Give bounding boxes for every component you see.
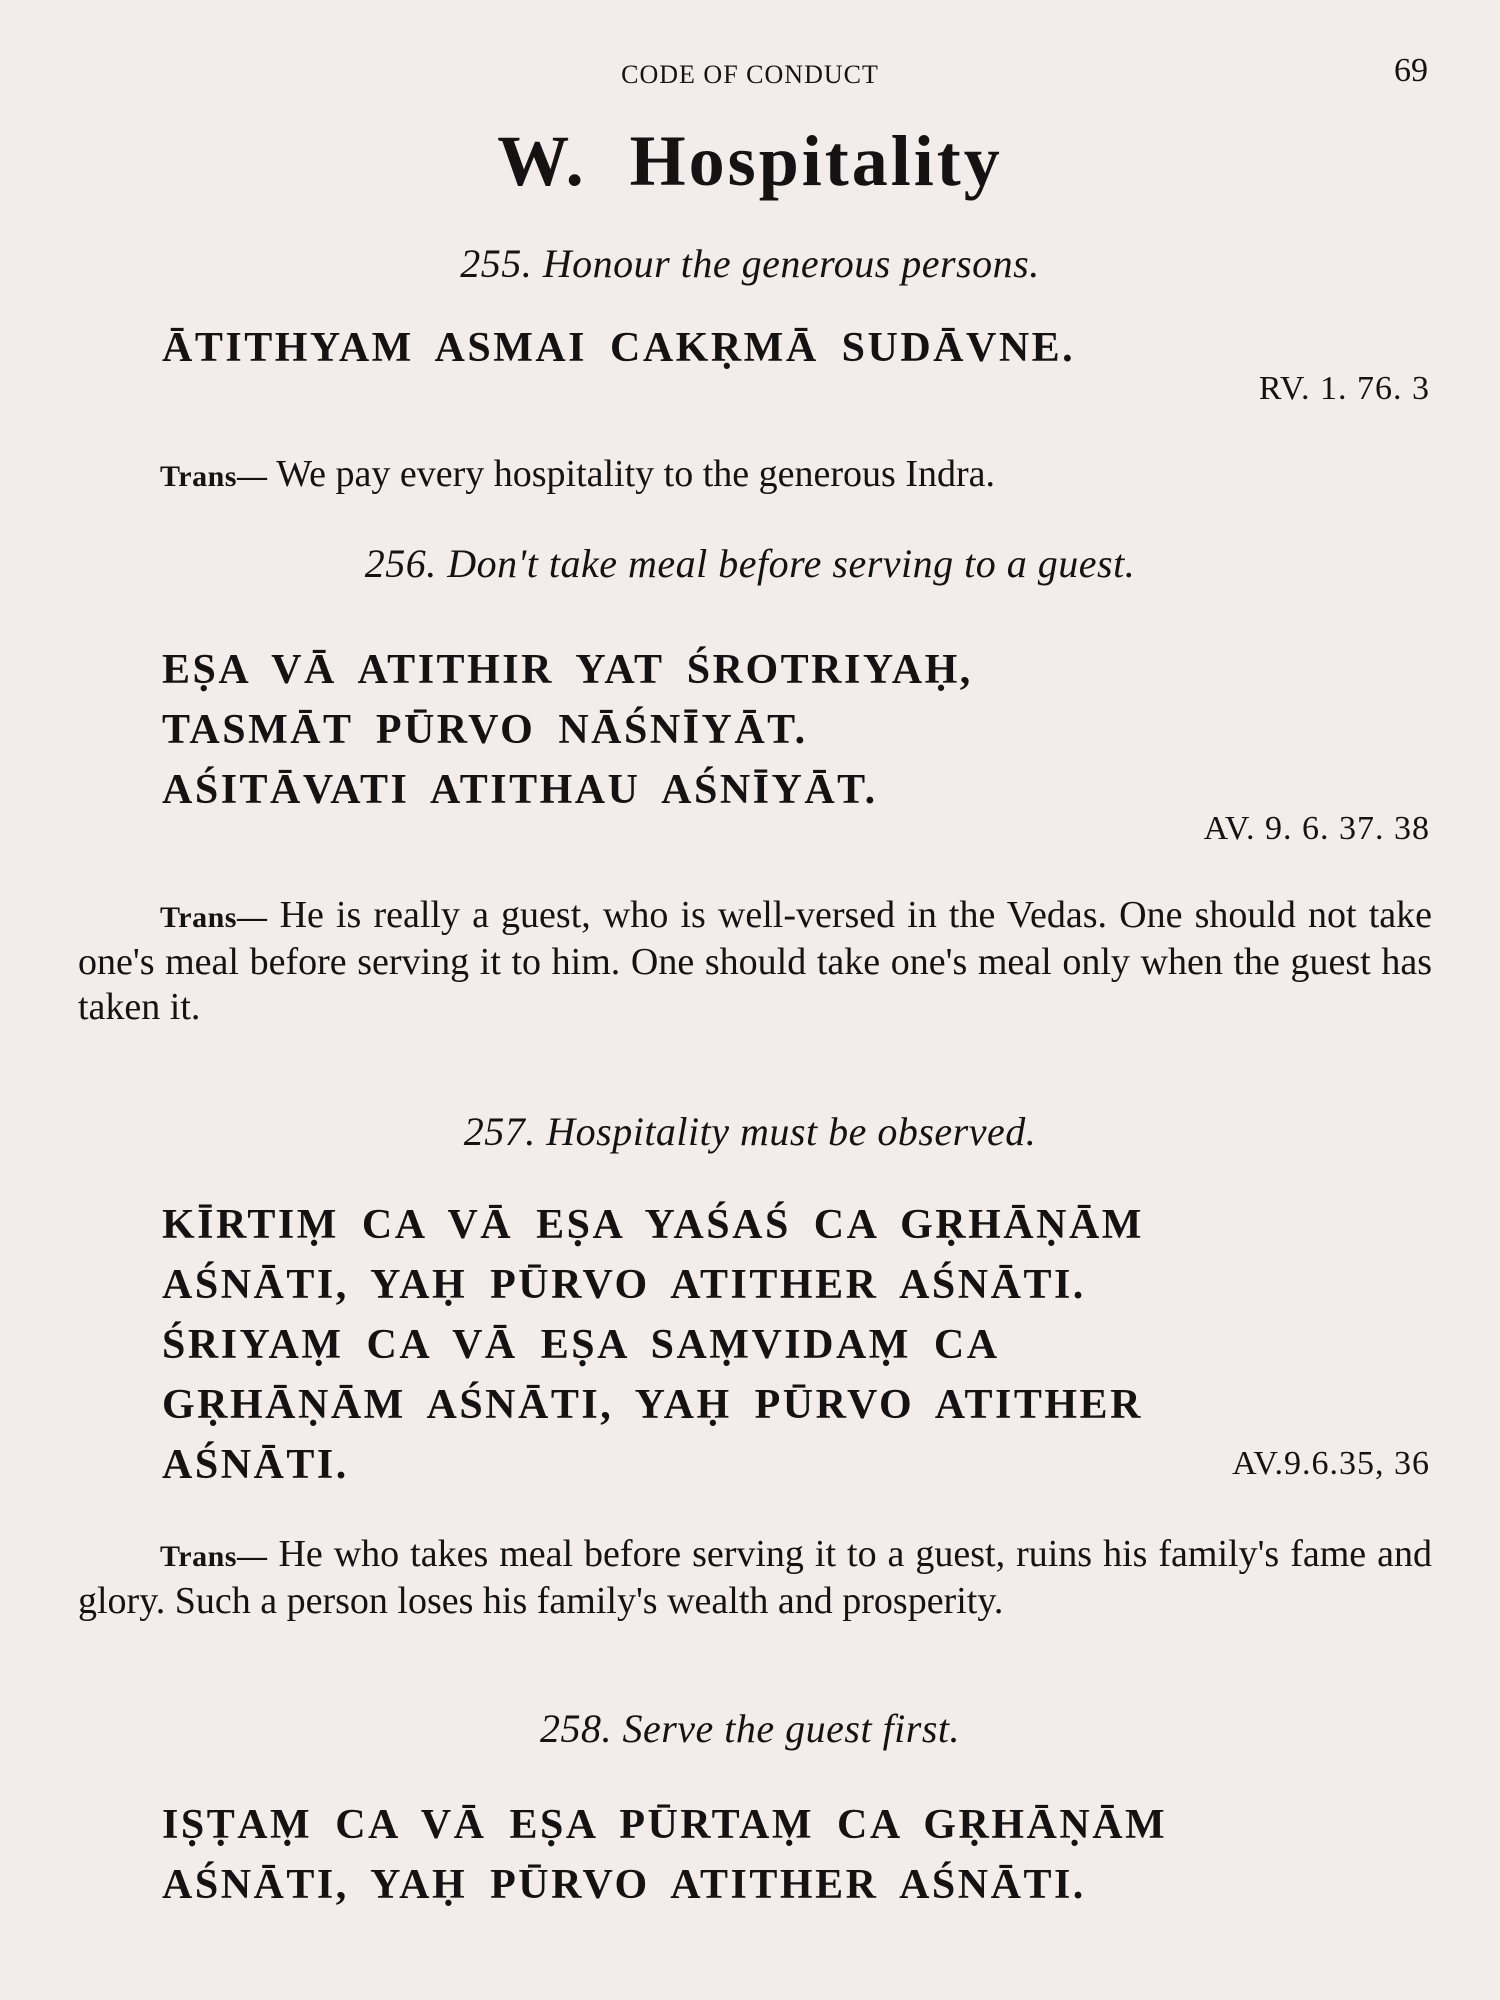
trans-text: We pay every hospitality to the generous Indra. (267, 453, 995, 495)
mantra-line: KĪRTIṂ CA VĀ EṢA YAŚAŚ CA GṚHĀṆĀM (162, 1202, 1144, 1248)
verse-heading-258: 258. Serve the guest first. (539, 1706, 961, 1751)
mantra-line: EṢA VĀ ATITHIR YAT ŚROTRIYAḤ, (162, 647, 973, 693)
mantra-line: AŚNĀTI. (162, 1442, 349, 1488)
mantra-258 (162, 1795, 1430, 1915)
mantra-line: IṢṬAṂ CA VĀ EṢA PŪRTAṂ CA GṚHĀṆĀM (162, 1802, 1168, 1848)
verse-heading-256: 256. Don't take meal before serving to a guest. (364, 541, 1136, 586)
mantra-line: TASMĀT PŪRVO NĀŚNĪYĀT. (162, 707, 808, 753)
trans-label: Trans— (160, 460, 268, 493)
reference-256: AV. 9. 6. 37. 38 (1203, 810, 1430, 847)
trans-label: Trans— (160, 901, 268, 934)
reference-255: RV. 1. 76. 3 (1258, 370, 1430, 407)
mantra-line: AŚNĀTI, YAḤ PŪRVO ATITHER AŚNĀTI. (162, 1862, 1086, 1908)
translation-257 (78, 1532, 1432, 1624)
section-title: W. Hospitality (497, 121, 1003, 201)
page-number: 69 (1394, 52, 1428, 89)
mantra-256 (162, 640, 1430, 820)
translation-255 (160, 452, 1432, 499)
verse-heading-257: 257. Hospitality must be observed. (463, 1109, 1037, 1154)
mantra-line: AŚNĀTI, YAḤ PŪRVO ATITHER AŚNĀTI. (162, 1262, 1086, 1308)
trans-text: He is really a guest, who is well-versed in the Vedas. One should not take one's meal before serving it to him. One should take one's meal only when the guest has taken it. (78, 894, 1432, 1028)
running-head: CODE OF CONDUCT (621, 60, 879, 89)
verse-heading-255: 255. Honour the generous persons. (460, 241, 1040, 286)
mantra-line: GṚHĀṆĀM AŚNĀTI, YAḤ PŪRVO ATITHER (162, 1382, 1143, 1428)
trans-text: He who takes meal before serving it to a guest, ruins his family's fame and glory. Such a person loses his family's wealth and prosperity. (78, 1533, 1432, 1622)
mantra-255 (162, 318, 1430, 378)
translation-256 (78, 893, 1432, 1030)
reference-257: AV.9.6.35, 36 (1232, 1445, 1430, 1482)
mantra-line: ĀTITHYAM ASMAI CAKṚMĀ SUDĀVNE. (162, 325, 1076, 371)
mantra-line: AŚITĀVATI ATITHAU AŚNĪYĀT. (162, 767, 878, 813)
mantra-line: ŚRIYAṂ CA VĀ EṢA SAṂVIDAṂ CA (162, 1322, 1000, 1368)
trans-label: Trans— (160, 1540, 268, 1573)
